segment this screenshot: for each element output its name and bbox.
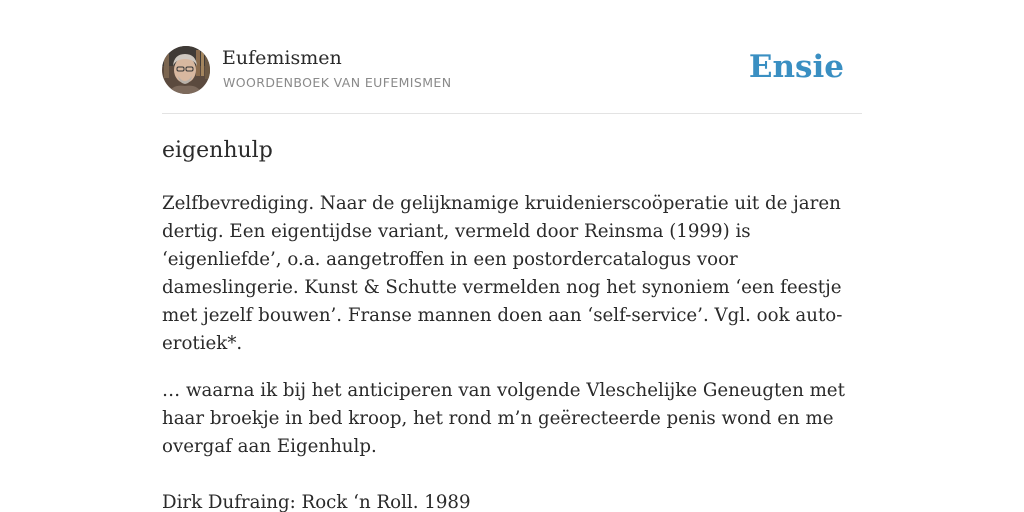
brand-logo[interactable]: Ensie: [748, 49, 844, 85]
author-avatar[interactable]: [162, 46, 210, 94]
header: [162, 46, 862, 114]
author-name[interactable]: Eufemismen: [222, 47, 342, 69]
author-subtitle[interactable]: WOORDENBOEK VAN EUFEMISMEN: [223, 75, 452, 90]
entry-quote: … waarna ik bij het anticiperen van volgende Vleschelijke Geneugten met haar broekje in bed kroop, het rond m’n geërecteerde penis wond en me overgaf aan Eigenhulp.: [162, 380, 845, 457]
entry-body: [162, 190, 862, 512]
entry-definition: Zelfbevrediging. Naar de gelijknamige kruidenierscoöperatie uit de jaren dertig. Een eigentijdse variant, vermeld door Reinsma (1999) is ‘eigenliefde’, o.a. aangetroffen in een postordercatalogus voor dameslingerie. Kunst & Schutte vermelden nog het synoniem ‘een feestje met jezelf bouwen’. Franse mannen doen aan ‘self-service’. Vgl. ook auto-erotiek*.: [162, 193, 843, 354]
entry-term: eigenhulp: [162, 138, 273, 163]
entry-source: Dirk Dufraing: Rock ‘n Roll. 1989: [162, 492, 471, 512]
